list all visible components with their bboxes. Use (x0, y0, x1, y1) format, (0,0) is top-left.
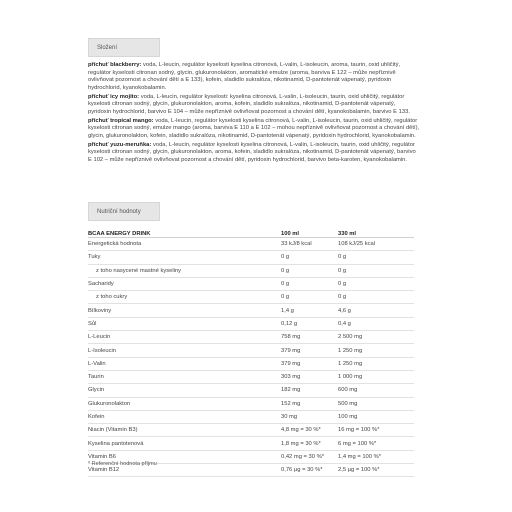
value-100ml: 758 mg (281, 331, 338, 344)
value-330ml: 100 mg (338, 410, 414, 423)
nutrient-name: Tuky (88, 251, 281, 264)
ingredient-paragraph (88, 94, 420, 117)
value-330ml: 500 mg (338, 397, 414, 410)
table-row (88, 331, 414, 344)
flavor-label: příchuť yuzu-meruňka: (88, 141, 152, 148)
value-100ml: 0,12 g (281, 317, 338, 330)
value-100ml: 1,4 g (281, 304, 338, 317)
nutrient-name: Niacin (Vitamin B3) (88, 424, 281, 437)
nutrient-name: Sůl (88, 317, 281, 330)
ingredient-text: voda, L-leucin, regulátor kyselosti: kyselina citronová, L-valin, L-isoleucin, taurin, oxid uhličitý, regulátor kyselosti citronan sodný, glycin, glukuronolakton, aroma, kofein, sladidlo sukralóza, nikotinamid, D-pantotenát vápenatý, pyridoxin hydrochlorid, barvivo E 104 – může nepříznivě ovlivňovat pozornost a chování dětí, kyanokobalamin, barvivo E 133. (88, 93, 410, 115)
table-row (88, 424, 414, 437)
ingredients-section (88, 62, 420, 165)
ingredient-paragraph (88, 62, 420, 92)
nutrition-table (88, 226, 414, 477)
value-100ml: 379 mg (281, 357, 338, 370)
value-100ml: 0 g (281, 291, 338, 304)
nutrient-name: L-Leucin (88, 331, 281, 344)
table-row (88, 344, 414, 357)
value-330ml: 600 mg (338, 384, 414, 397)
table-row (88, 317, 414, 330)
value-330ml: 0 g (338, 277, 414, 290)
value-330ml: 1 250 mg (338, 357, 414, 370)
nutrient-name: Bílkoviny (88, 304, 281, 317)
nutrient-name: Kofein (88, 410, 281, 423)
nutrient-name: Kyselina pantotenová (88, 437, 281, 450)
header-330ml: 330 ml (338, 226, 414, 238)
value-330ml: 0 g (338, 251, 414, 264)
table-row (88, 304, 414, 317)
table-row (88, 238, 414, 251)
value-100ml: 303 mg (281, 370, 338, 383)
value-330ml: 1 000 mg (338, 370, 414, 383)
table-row (88, 410, 414, 423)
value-100ml: 0 g (281, 251, 338, 264)
value-330ml: 0,4 g (338, 317, 414, 330)
flavor-label: příchuť blackberry: (88, 62, 142, 68)
nutrient-name: Vitamin B12 (88, 464, 281, 477)
value-100ml: 33 kJ/8 kcal (281, 238, 338, 251)
nutrient-name: z toho cukry (88, 291, 281, 304)
value-330ml: 16 mg = 100 %* (338, 424, 414, 437)
value-100ml: 1,8 mg = 30 %* (281, 437, 338, 450)
nutrient-name: Glycin (88, 384, 281, 397)
nutrient-name: Vitamin B6 (88, 450, 281, 463)
nutrient-name: Taurin (88, 370, 281, 383)
value-100ml: 0,42 mg = 30 %* (281, 450, 338, 463)
flavor-label: příchuť tropical mango: (88, 117, 154, 124)
value-100ml: 0 g (281, 277, 338, 290)
table-row (88, 264, 414, 277)
ingredient-text: voda, L-leucin, regulátor kyselosti kyselina citronová, L-valin, L-isoleucin, aroma, taurin, oxid uhličitý, regulátor kyselosti citronan sodný, glycin, glukuronolakton, aromatické emulze (aroma, barviva E 122 – může nepříznivě ovlivňovat pozornost a chování dětí a E 133), kofein, sladidlo sukralóza, nikotinamid, D-pantotenát vápenatý, pyridoxin hydrochlorid, kyanokobalamin. (88, 62, 401, 91)
table-header-row (88, 226, 414, 238)
footnote: * Referenční hodnota příjmu (88, 461, 157, 467)
value-330ml: 2,5 µg = 100 %* (338, 464, 414, 477)
value-100ml: 182 mg (281, 384, 338, 397)
nutrient-name: Sacharidy (88, 277, 281, 290)
ingredient-text: voda, L-leucin, regulátor kyselosti kyselina citronová, L-valin, L-isoleucin, taurin, oxid uhličitý, regulátor kyselosti citronan sodný, glycin, glukuronolakton, aroma, kofein, sladidlo sukralóza, nikotinamid, D-pantotenát vápenatý, barvivo E 102 – může nepříznivě ovlivňovat pozornost a chování dětí, pyridoxin hydrochlorid, barvivo beta-karoten, kyanokobalamin. (88, 141, 416, 163)
table-row (88, 437, 414, 450)
value-330ml: 6 mg = 100 %* (338, 437, 414, 450)
tab-nutrition[interactable] (88, 202, 160, 221)
header-100ml: 100 ml (281, 226, 338, 238)
table-row (88, 397, 414, 410)
table-row (88, 370, 414, 383)
value-330ml: 1 250 mg (338, 344, 414, 357)
tab-composition[interactable] (88, 38, 160, 57)
value-100ml: 0 g (281, 264, 338, 277)
tab-composition-label: Složení (97, 45, 118, 51)
ingredient-text: voda, L-leucin, regulátor kyselosti kyselina citronová, L-valin, L-isoleucin, taurin, oxid uhličitý, regulátor kyselosti citronan sodný, emulze mango (aroma, barviva E 110 a E 102 – mohou nepříznivě ovlivňovat pozornost a chování dětí), glycin, glukuronolakton, kofein, sladidlo sukralóza, nikotinamid, D-pantotenát vápenatý, pyridoxin hydrochlorid, kyanokobalamin. (88, 117, 420, 139)
value-330ml: 0 g (338, 264, 414, 277)
value-330ml: 0 g (338, 291, 414, 304)
flavor-label: příchuť icy mojito: (88, 93, 140, 100)
ingredient-paragraph (88, 142, 420, 165)
value-100ml: 30 mg (281, 410, 338, 423)
value-100ml: 0,76 µg = 30 %* (281, 464, 338, 477)
value-330ml: 4,6 g (338, 304, 414, 317)
value-100ml: 4,8 mg = 30 %* (281, 424, 338, 437)
value-330ml: 2 500 mg (338, 331, 414, 344)
tab-nutrition-label: Nutriční hodnoty (97, 209, 141, 215)
table-row (88, 291, 414, 304)
nutrient-name: L-Isoleucin (88, 344, 281, 357)
nutrient-name: Energetická hodnota (88, 238, 281, 251)
value-330ml: 108 kJ/25 kcal (338, 238, 414, 251)
value-330ml: 1,4 mg = 100 %* (338, 450, 414, 463)
nutrient-name: Glukuronolakton (88, 397, 281, 410)
nutrient-name: L-Valin (88, 357, 281, 370)
value-100ml: 152 mg (281, 397, 338, 410)
table-row (88, 357, 414, 370)
table-row (88, 277, 414, 290)
header-product: BCAA ENERGY DRINK (88, 226, 281, 238)
ingredient-paragraph (88, 118, 420, 141)
nutrient-name: z toho nasycené mastné kyseliny (88, 264, 281, 277)
table-row (88, 384, 414, 397)
table-row (88, 251, 414, 264)
value-100ml: 379 mg (281, 344, 338, 357)
